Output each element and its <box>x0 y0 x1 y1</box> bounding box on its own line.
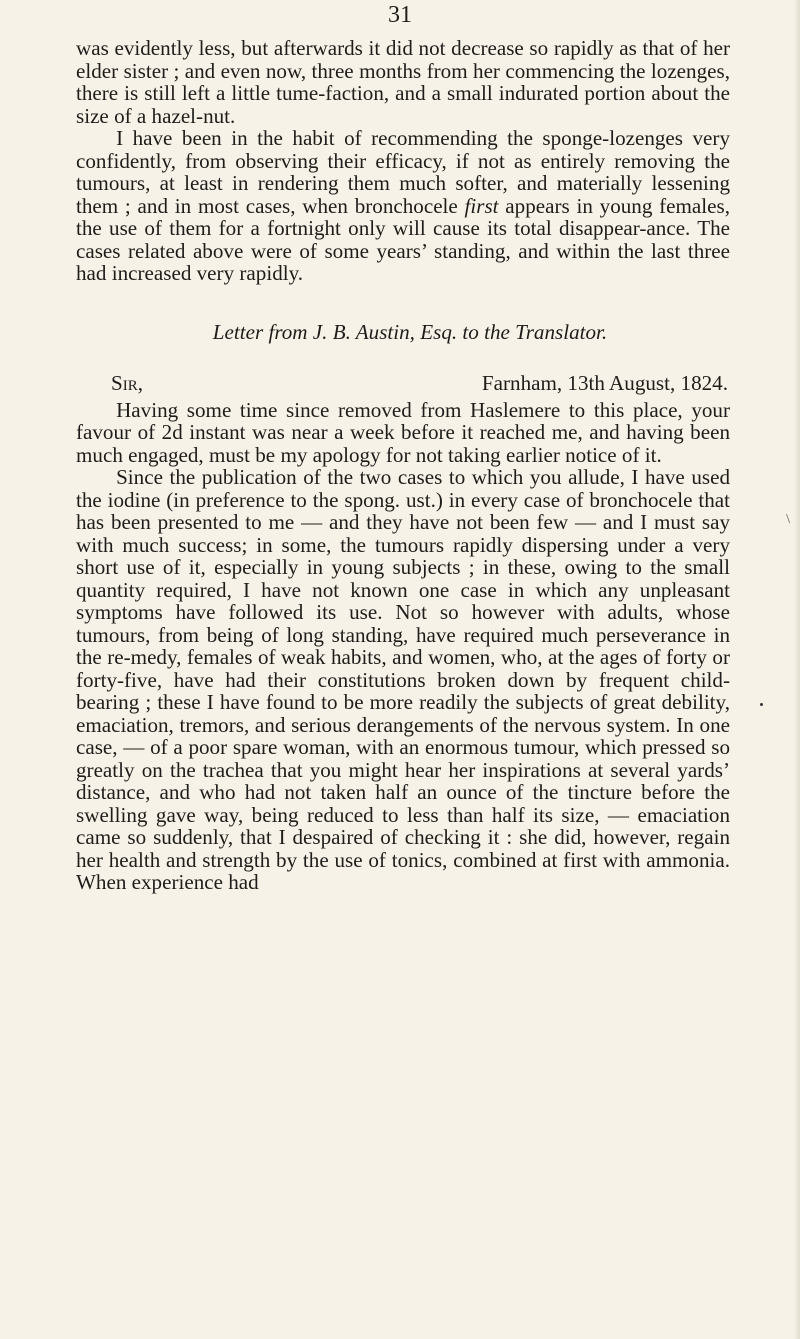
page-edge-shadow <box>794 0 800 1339</box>
page-body <box>76 37 730 894</box>
page-number: 31 <box>388 2 412 28</box>
letter-heading <box>76 321 730 344</box>
letter-place-date: Farnham, 13th August, 1824. <box>481 371 728 395</box>
paragraph-sponge-lozenges-text-b: appears in young females, the use of them for a fortnight only will cause its total disappear-ance. The cases related above were of some years’ standing, and within the last three had increased very rapidly. <box>76 193 731 285</box>
letter-paragraph-1: Having some time since removed from Haslemere to this place, your favour of 2d instant was near a week before it reached me, and having been much engaged, must be my apology for not taking earlier notice of it. <box>76 397 730 467</box>
letter-heading-part-a: Letter from J. B. Austin, <box>212 319 421 344</box>
emphasis-first: first <box>464 193 499 218</box>
letter-salutation-line <box>76 372 730 395</box>
letter-heading-abbr: Esq. <box>420 319 458 344</box>
paragraph-sponge-lozenges <box>76 127 730 285</box>
letter-paragraph-2: Since the publication of the two cases to which you allude, I have used the iodine (in preference to the spong. ust.) in every case of bronchocele that has been presented to me — and they have not been few — and I must say with much success; in some, the tumours rapidly dispersing under a very short use of it, especially in young subjects ; in these, owing to the small quantity required, I have not known one case in which any unpleasant symptoms have followed its use. Not so however with adults, whose tumours, from being of long standing, have required much perseverance in the re-medy, females of weak habits, and women, who, at the ages of forty or forty-five, have had their constitutions broken down by frequent child-bearing ; these I have found to be more readily the subjects of great debility, emaciation, tremors, and serious derangements of the nervous system. In one case, — of a poor spare woman, with an enormous tumour, which pressed so greatly on the trachea that you might hear her inspirations at several yards’ distance, and who had not taken half an ounce of the tincture before the swelling gave way, being reduced to less than half its size, — emaciation came so suddenly, that I despaired of checking it : she did, however, regain her health and strength by the use of tonics, combined at first with ammonia. When experience had <box>76 465 730 894</box>
letter-heading-part-b: to the Translator. <box>457 319 608 344</box>
margin-mark: \ <box>786 512 790 527</box>
margin-dot <box>760 703 763 706</box>
letter-salutation: Sir, <box>111 371 144 395</box>
paragraph-continuation: was evidently less, but afterwards it did not decrease so rapidly as that of her elder sister ; and even now, three months from her commencing the lozenges, there is still left a little tume-faction, and a small indurated portion about the size of a hazel-nut. <box>76 36 730 128</box>
paragraph-sponge-lozenges-text-a: I have been in the habit of recommending the sponge-lozenges very confidently, from observing their efficacy, if not as entirely removing the tumours, at least in rendering them much softer, and materially lessening them ; and in most cases, when bronchocele <box>76 126 730 218</box>
